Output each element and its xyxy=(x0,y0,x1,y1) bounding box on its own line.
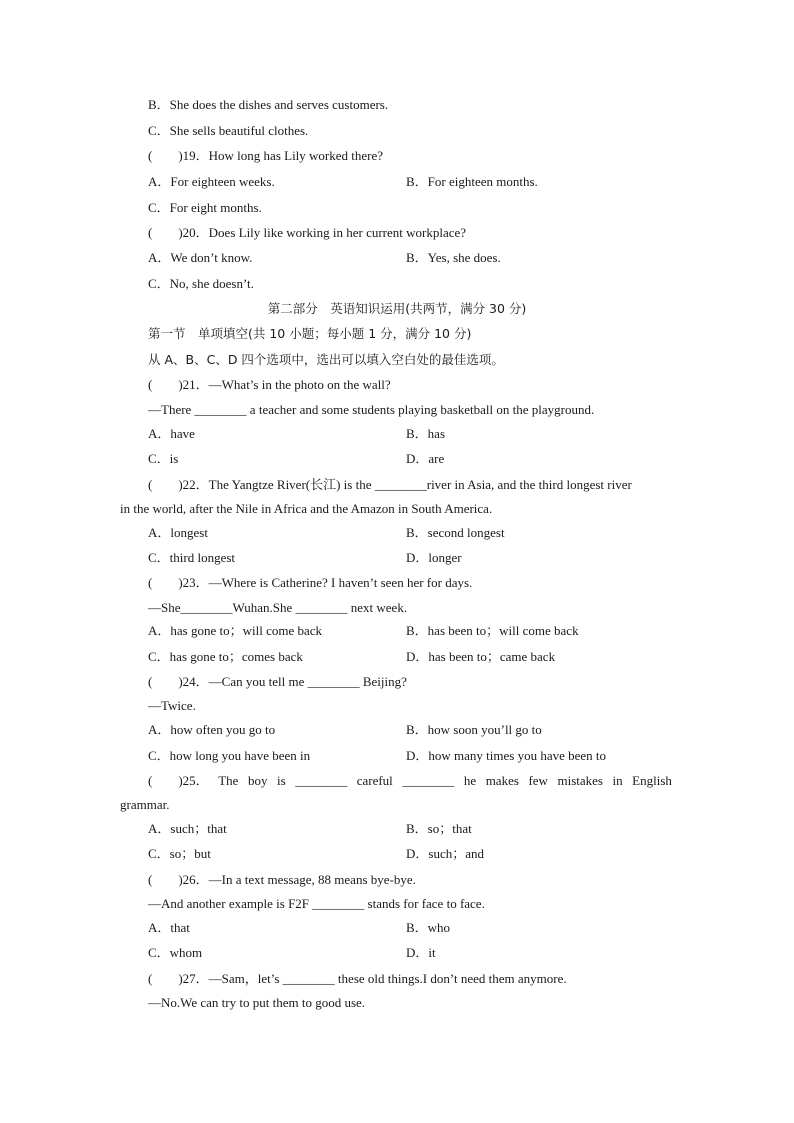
text-line-sec1: 第一节 单项填空(共 10 小题；每小题 1 分，满分 10 分) xyxy=(148,326,472,341)
text-line-q23b: —She________Wuhan.She ________ next week. xyxy=(148,600,408,615)
text-line-c18: C．She sells beautiful clothes. xyxy=(148,123,309,138)
q25-word: makes xyxy=(485,773,519,788)
text-line-a22: A．longest xyxy=(148,525,208,540)
text-line-d21: D．are xyxy=(406,451,445,466)
text-line-b26: B．who xyxy=(406,920,451,935)
text-line-c19: C．For eight months. xyxy=(148,200,262,215)
text-line-b24: B．how soon you’ll go to xyxy=(406,722,542,737)
text-line-q24: ( )24．—Can you tell me ________ Beijing? xyxy=(148,674,407,689)
q25-word: few xyxy=(528,773,548,788)
text-line-q27: ( )27．—Sam，let’s ________ these old things.I don’t need them anymore. xyxy=(148,971,567,986)
text-line-d22: D．longer xyxy=(406,550,462,565)
question-25-line xyxy=(148,773,672,789)
text-line-q26: ( )26．—In a text message, 88 means bye-bye. xyxy=(148,872,416,887)
q25-word: The xyxy=(218,773,239,788)
text-line-b25: B．so；that xyxy=(406,821,472,836)
text-line-d25: D．such；and xyxy=(406,846,484,861)
text-line-a26: A．that xyxy=(148,920,190,935)
text-line-q20: ( )20．Does Lily like working in her current workplace? xyxy=(148,225,467,240)
q25-word: ( )25． xyxy=(148,773,209,788)
text-line-c23: C．has gone to；comes back xyxy=(148,649,303,664)
q25-word: ________ xyxy=(295,773,348,788)
text-line-q21b: —There ________ a teacher and some students playing basketball on the playground. xyxy=(148,402,595,417)
q25-word: mistakes xyxy=(557,773,603,788)
q25-word: boy xyxy=(247,773,268,788)
text-line-c20: C．No, she doesn’t. xyxy=(148,276,254,291)
text-line-b21: B．has xyxy=(406,426,446,441)
text-line-c25: C．so；but xyxy=(148,846,211,861)
text-line-instr: 从 A、B、C、D 四个选项中，选出可以填入空白处的最佳选项。 xyxy=(148,352,504,367)
text-line-c21: C．is xyxy=(148,451,179,466)
q25-word: English xyxy=(632,773,672,788)
text-line-b18: B．She does the dishes and serves customers. xyxy=(148,97,389,112)
q25-word: he xyxy=(463,773,477,788)
text-line-q19: ( )19．How long has Lily worked there? xyxy=(148,148,384,163)
text-line-a19: A．For eighteen weeks. xyxy=(148,174,275,189)
q25-word: is xyxy=(276,773,286,788)
text-line-a21: A．have xyxy=(148,426,195,441)
text-line-a23: A．has gone to；will come back xyxy=(148,623,323,638)
text-line-b22: B．second longest xyxy=(406,525,505,540)
text-line-d24: D．how many times you have been to xyxy=(406,748,607,763)
text-line-b20: B．Yes, she does. xyxy=(406,250,501,265)
text-line-q24b: —Twice. xyxy=(148,698,196,713)
q25-word: in xyxy=(612,773,623,788)
text-line-a25: A．such；that xyxy=(148,821,227,836)
text-line-part2: 第二部分 英语知识运用(共两节，满分 30 分) xyxy=(267,301,527,316)
text-line-q23: ( )23．—Where is Catherine? I haven’t seen her for days. xyxy=(148,575,473,590)
text-line-a24: A．how often you go to xyxy=(148,722,276,737)
text-line-d26: D．it xyxy=(406,945,436,960)
text-line-b23: B．has been to；will come back xyxy=(406,623,579,638)
text-line-q26b: —And another example is F2F ________ stands for face to face. xyxy=(148,896,485,911)
text-line-q25c: grammar. xyxy=(120,797,170,812)
text-line-a20: A．We don’t know. xyxy=(148,250,253,265)
q25-word: ________ xyxy=(402,773,455,788)
text-line-c24: C．how long you have been in xyxy=(148,748,311,763)
text-line-c26: C．whom xyxy=(148,945,203,960)
text-line-c22: C．third longest xyxy=(148,550,236,565)
text-line-d23: D．has been to；came back xyxy=(406,649,556,664)
text-line-q21: ( )21．—What’s in the photo on the wall? xyxy=(148,377,391,392)
text-line-b19: B．For eighteen months. xyxy=(406,174,538,189)
text-line-q22b: in the world, after the Nile in Africa and the Amazon in South America. xyxy=(120,501,493,516)
q25-word: careful xyxy=(356,773,393,788)
text-line-q22: ( )22．The Yangtze River(长江) is the ________river in Asia, and the third longest river xyxy=(148,477,632,492)
text-line-q27b: —No.We can try to put them to good use. xyxy=(148,995,366,1010)
